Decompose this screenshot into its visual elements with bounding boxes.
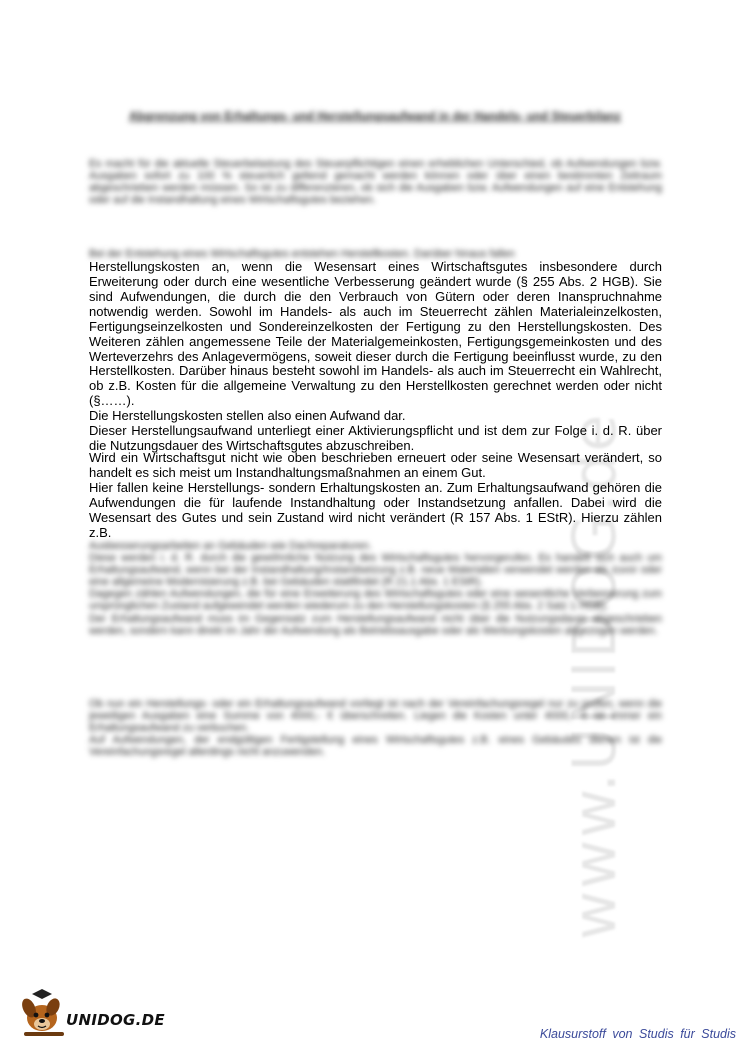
paragraph-vereinfachungsregel [89,698,662,758]
paragraph-intro [89,158,662,206]
paragraph-line: Hier fallen keine Herstellungs- sondern Erhaltungskosten an. Zum Erhaltungsaufwand gehören die Aufwendungen die für laufende Instandhaltung oder Instandsetzung anfallen. Dabei wird die Wesensart des Gutes und sein Zustand wird nicht verändert (R 157 Abs. 1 EStR). Hierzu zählen z.B. [89,479,662,540]
paragraph-line: Ob nun ein Herstellungs- oder ein Erhaltungsaufwand vorliegt ist nach der Vereinfachungsregel nur zu prüfen, wenn die jeweiligen Ausgaben eine Summe von 4000,- € überschreiten. Liegen die Kosten unter 4000,- € ist immer ein Erhaltungsaufwand zu verbuchen. [89,698,662,735]
paragraph-line: Diese werden i. d. R. durch die gewöhnliche Nutzung des Wirtschaftsgutes hervorgerufen. Es handelt sich auch um Erhaltungsaufwand, wenn bei der Instandhaltung/Instandsetzung z.B. neue Materialien verwendet werden als zuvor oder eine allgemeine Modernisierung z.B. bei Gebäuden stattfindet (R 21.1 Abs. 1 EStR). [89,552,662,589]
paragraph-line: Es macht für die aktuelle Steuerbelastung des Steuerpflichtigen einen erheblichen Unterschied, ob Aufwendungen bzw. Ausgaben sofort zu 100 % steuerlich geltend gemacht werden können oder über einen bestimmten Zeitraum abgeschrieben werden müssen. So ist zu differenzieren, ob sich die Ausgaben bzw. Aufwendungen auf eine Entstehung oder auf die Instandhaltung eines Wirtschaftsgutes beziehen. [89,158,662,207]
paragraph-line: Herstellungskosten an, wenn die Wesensart eines Wirtschaftsgutes insbesondere durch Erweiterung oder durch eine wesentliche Verbesserung geändert wurde (§ 255 Abs. 2 HGB). Sie sind Aufwendungen, die durch die den Verbrauch von Gütern oder deren Inanspruchnahme notwendig werden. Sowohl im Handels- als auch im Steuerrecht zählen Materialeinzelkosten, Fertigungseinzelkosten und Sondereinzelkosten der Fertigung zu den Herstellungskosten. Des Weiteren zählen angemessene Teile der Materialgemeinkosten, Fertigungsgemeinkosten und des Werteverzehrs des Anlagevermögens, soweit dieser durch die Fertigung beeinflusst wurde, zu den Herstellkosten. Darüber hinaus besteht sowohl im Handels- als auch im Steuerrecht ein Wahlrecht, ob z.B. Kosten für die allgemeine Verwaltung zu den Herstellkosten gerechnet werden oder nicht (§……). [89,259,662,409]
paragraph-line: Auf Aufwendungen, der endgültigen Fertigstellung eines Wirtschaftsgutes z.B. eines Gebäudes dienen ist die Vereinfachungsregel allerdings nicht anzuwenden. [89,734,662,759]
unidog-logo[interactable] [18,988,165,1042]
dog-mascot-icon [18,988,70,1042]
paragraph-line: Ausbesserungsarbeiten an Gebäuden wie Dachreparaturen. [89,540,372,552]
paragraph-line: Wird ein Wirtschaftsgut nicht wie oben beschrieben erneuert oder seine Wesensart verändert, so handelt es sich meist um Instandhaltungsmaßnahmen an einem Gut. [89,450,662,480]
paragraph-line: Dieser Herstellungsaufwand unterliegt einer Aktivierungspflicht und ist dem zur Folge i. d. R. über die Nutzungsdauer des Wirtschaftsgutes abzuschreiben. [89,423,662,453]
paragraph-lead-blurred: Bei der Entstehung eines Wirtschaftsgutes entstehen Herstellkosten. Darüber hinaus fallen [89,248,515,260]
paragraph-herstellungskosten [89,248,662,454]
paragraph-erhaltungskosten [89,451,662,540]
logo-text: UNIDOG.DE [66,1011,165,1029]
watermark: www.UNIDOG.de [560,412,630,940]
page-title: Abgrenzung von Erhaltungs- und Herstellungsaufwand in der Handels- und Steuerbilanz [129,111,621,123]
paragraph-line: Dagegen zählen Aufwendungen, die für eine Erweiterung des Wirtschaftsgutes oder eine wesentliche Verbesserung zum ursprünglichen Zustand aufgewendet werden wiederum zu den Herstellungskosten (§ 255 Abs. 2 Satz 1 HGB). [89,588,662,613]
paragraph-erhaltungsaufwand-details [89,540,662,637]
footer-tagline: Klausurstoff von Studis für Studis [539,1027,736,1041]
paragraph-line: Der Erhaltungsaufwand muss im Gegensatz zum Herstellungsaufwand nicht über die Nutzungsdauer abgeschrieben werden, sondern kann direkt im Jahr der Aufwendung als Betriebsausgabe oder als Werbungskosten abgezogen werden. [89,612,662,637]
paragraph-line: Die Herstellungskosten stellen also einen Aufwand dar. [89,408,406,424]
